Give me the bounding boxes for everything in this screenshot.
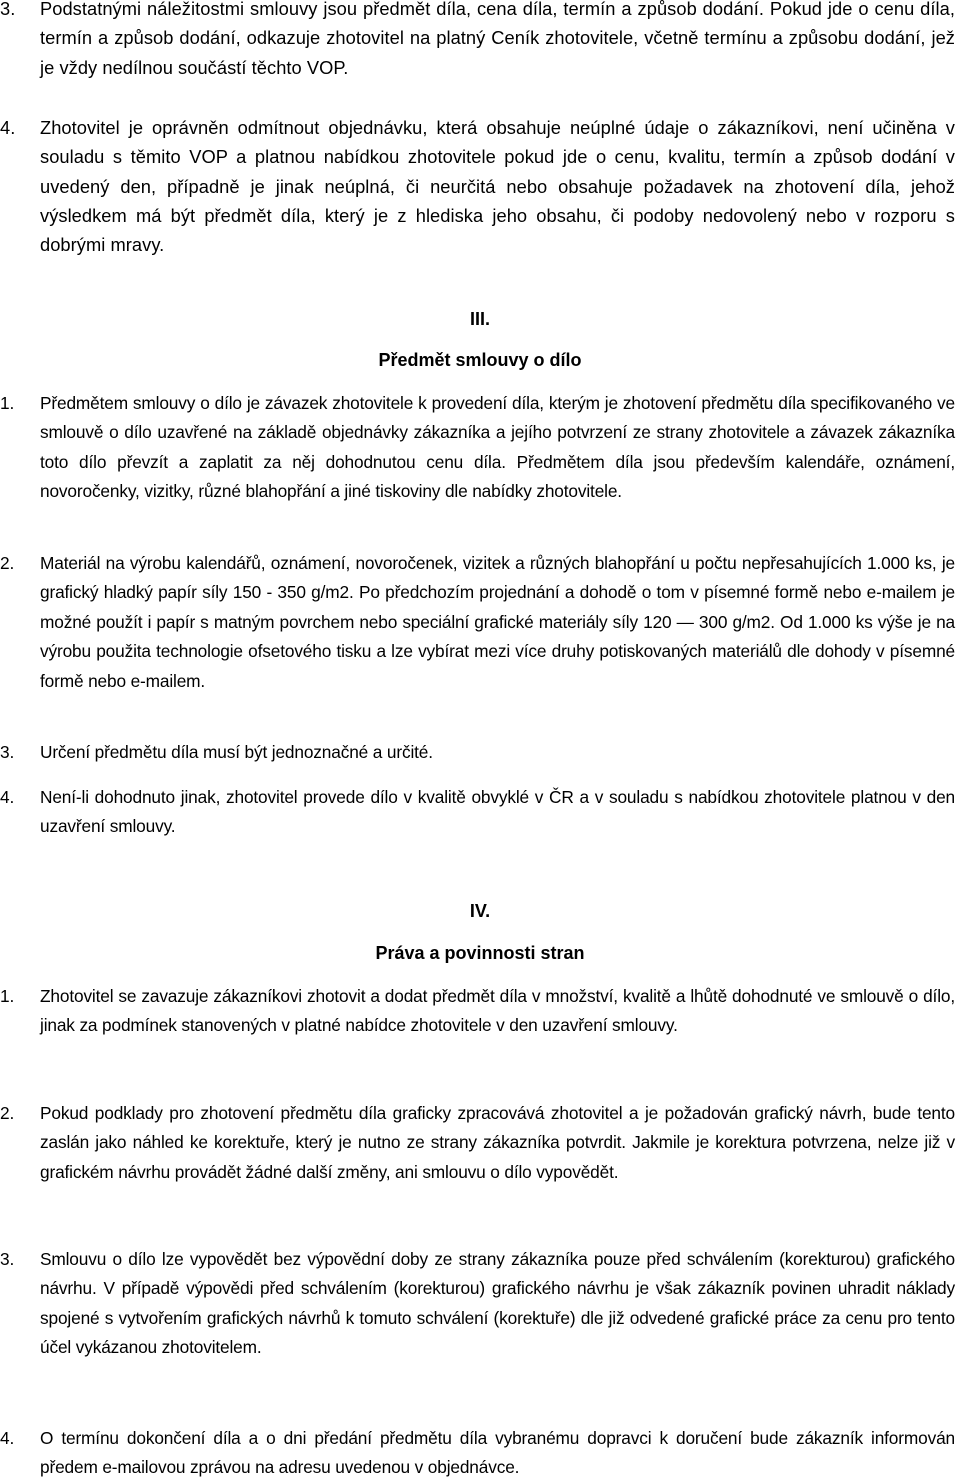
item-number: 1. [0,986,15,1006]
item-text: Určení předmětu díla musí být jednoznačné a určité. [40,742,433,762]
item-number: 3. [0,742,15,762]
section-iv-numeral: IV. [469,901,491,921]
item-number: 4. [0,117,16,138]
section-iii-numeral: III. [469,309,490,329]
item-text: Materiál na výrobu kalendářů, oznámení, novoročenek, vizitek a různých blahopřání u počtu nepřesahujících 1.000 ks, je grafický hladký papír síly 150 - 350 g/m2. Po předchozím projednání a dohodě o tom v písemné formě nebo e-mailem je možné použít i papír s matným povrchem nebo speciální grafické materiály síly 120 — 300 g/m2. Od 1.000 ks výše je na výrobu použita technologie ofsetového tisku a lze vybírat mezi více druhy potiskovaných materiálů dle dohody v písemné formě nebo e-mailem. [40,553,955,691]
item-text: Smlouvu o dílo lze vypovědět bez výpovědní doby ze strany zákazníka pouze před schválením (korekturou) grafického návrhu. V případě výpovědi před schválením (korekturou) grafického návrhu je však zákazník povinen uhradit náklady spojené s vytvořením grafických návrhů k tomuto schválení (korektuře) dle již odvedené grafické práce za cenu pro tento účel vykázanou zhotovitelem. [40,1249,955,1358]
item-text: O termínu dokončení díla a o dni předání předmětu díla vybranému dopravci k doručení bude zákazník informován předem e-mailovou zprávou na adresu uvedenou v objednávce. [40,1428,955,1478]
section-iv-title: Práva a povinnosti stran [375,943,585,963]
item-text: Zhotovitel se zavazuje zákazníkovi zhotovit a dodat předmět díla v množství, kvalitě a lhůtě dohodnuté ve smlouvě o dílo, jinak za podmínek stanovených v platné nabídce zhotovitele v den uzavření smlouvy. [40,986,955,1036]
item-number: 4. [0,1428,15,1448]
item-number: 3. [0,1249,15,1269]
item-number: 2. [0,553,15,573]
item-number: 4. [0,787,15,807]
section-iii-title: Předmět smlouvy o dílo [378,350,582,370]
item-text: Není-li dohodnuto jinak, zhotovitel provede dílo v kvalitě obvyklé v ČR a v souladu s nabídkou zhotovitele platnou v den uzavření smlouvy. [40,787,955,837]
item-text: Pokud podklady pro zhotovení předmětu díla graficky zpracovává zhotovitel a je požadován grafický návrh, bude tento zaslán jako náhled ke korektuře, který je nutno ze strany zákazníka potvrdit. Jakmile je korektura potvrzena, nelze již v grafickém návrhu provádět žádné další změny, ani smlouvu o dílo vypovědět. [40,1103,955,1182]
item-number: 1. [0,393,15,413]
item-text: Zhotovitel je oprávněn odmítnout objednávku, která obsahuje neúplné údaje o zákazníkovi, není učiněna v souladu s těmito VOP a platnou nabídkou zhotovitele pokud jde o cenu, kvalitu, termín a způsob dodání v uvedený den, případně je jinak neúplná, či neurčitá nebo obsahuje požadavek na zhotovení díla, jehož výsledkem má být předmět díla, který je z hlediska jeho obsahu, či podoby nedovolený nebo v rozporu s dobrými mravy. [40,117,955,256]
item-text: Podstatnými náležitostmi smlouvy jsou předmět díla, cena díla, termín a způsob dodání. Pokud jde o cenu díla, termín a způsob dodání, odkazuje zhotovitel na platný Ceník zhotovitele, včetně termínu a způsobu dodání, jež je vždy nedílnou součástí těchto VOP. [40,0,955,78]
item-number: 3. [0,0,16,19]
item-text: Předmětem smlouvy o dílo je závazek zhotovitele k provedení díla, kterým je zhotovení předmětu díla specifikovaného ve smlouvě o dílo uzavřené na základě objednávky zákazníka a jejího potvrzení ze strany zhotovitele a závazek zákazníka toto dílo převzít a zaplatit za něj dohodnutou cenu díla. Předmětem díla jsou především kalendáře, oznámení, novoročenky, vizitky, různé blahopřání a jiné tiskoviny dle nabídky zhotovitele. [40,393,955,502]
item-number: 2. [0,1103,15,1123]
